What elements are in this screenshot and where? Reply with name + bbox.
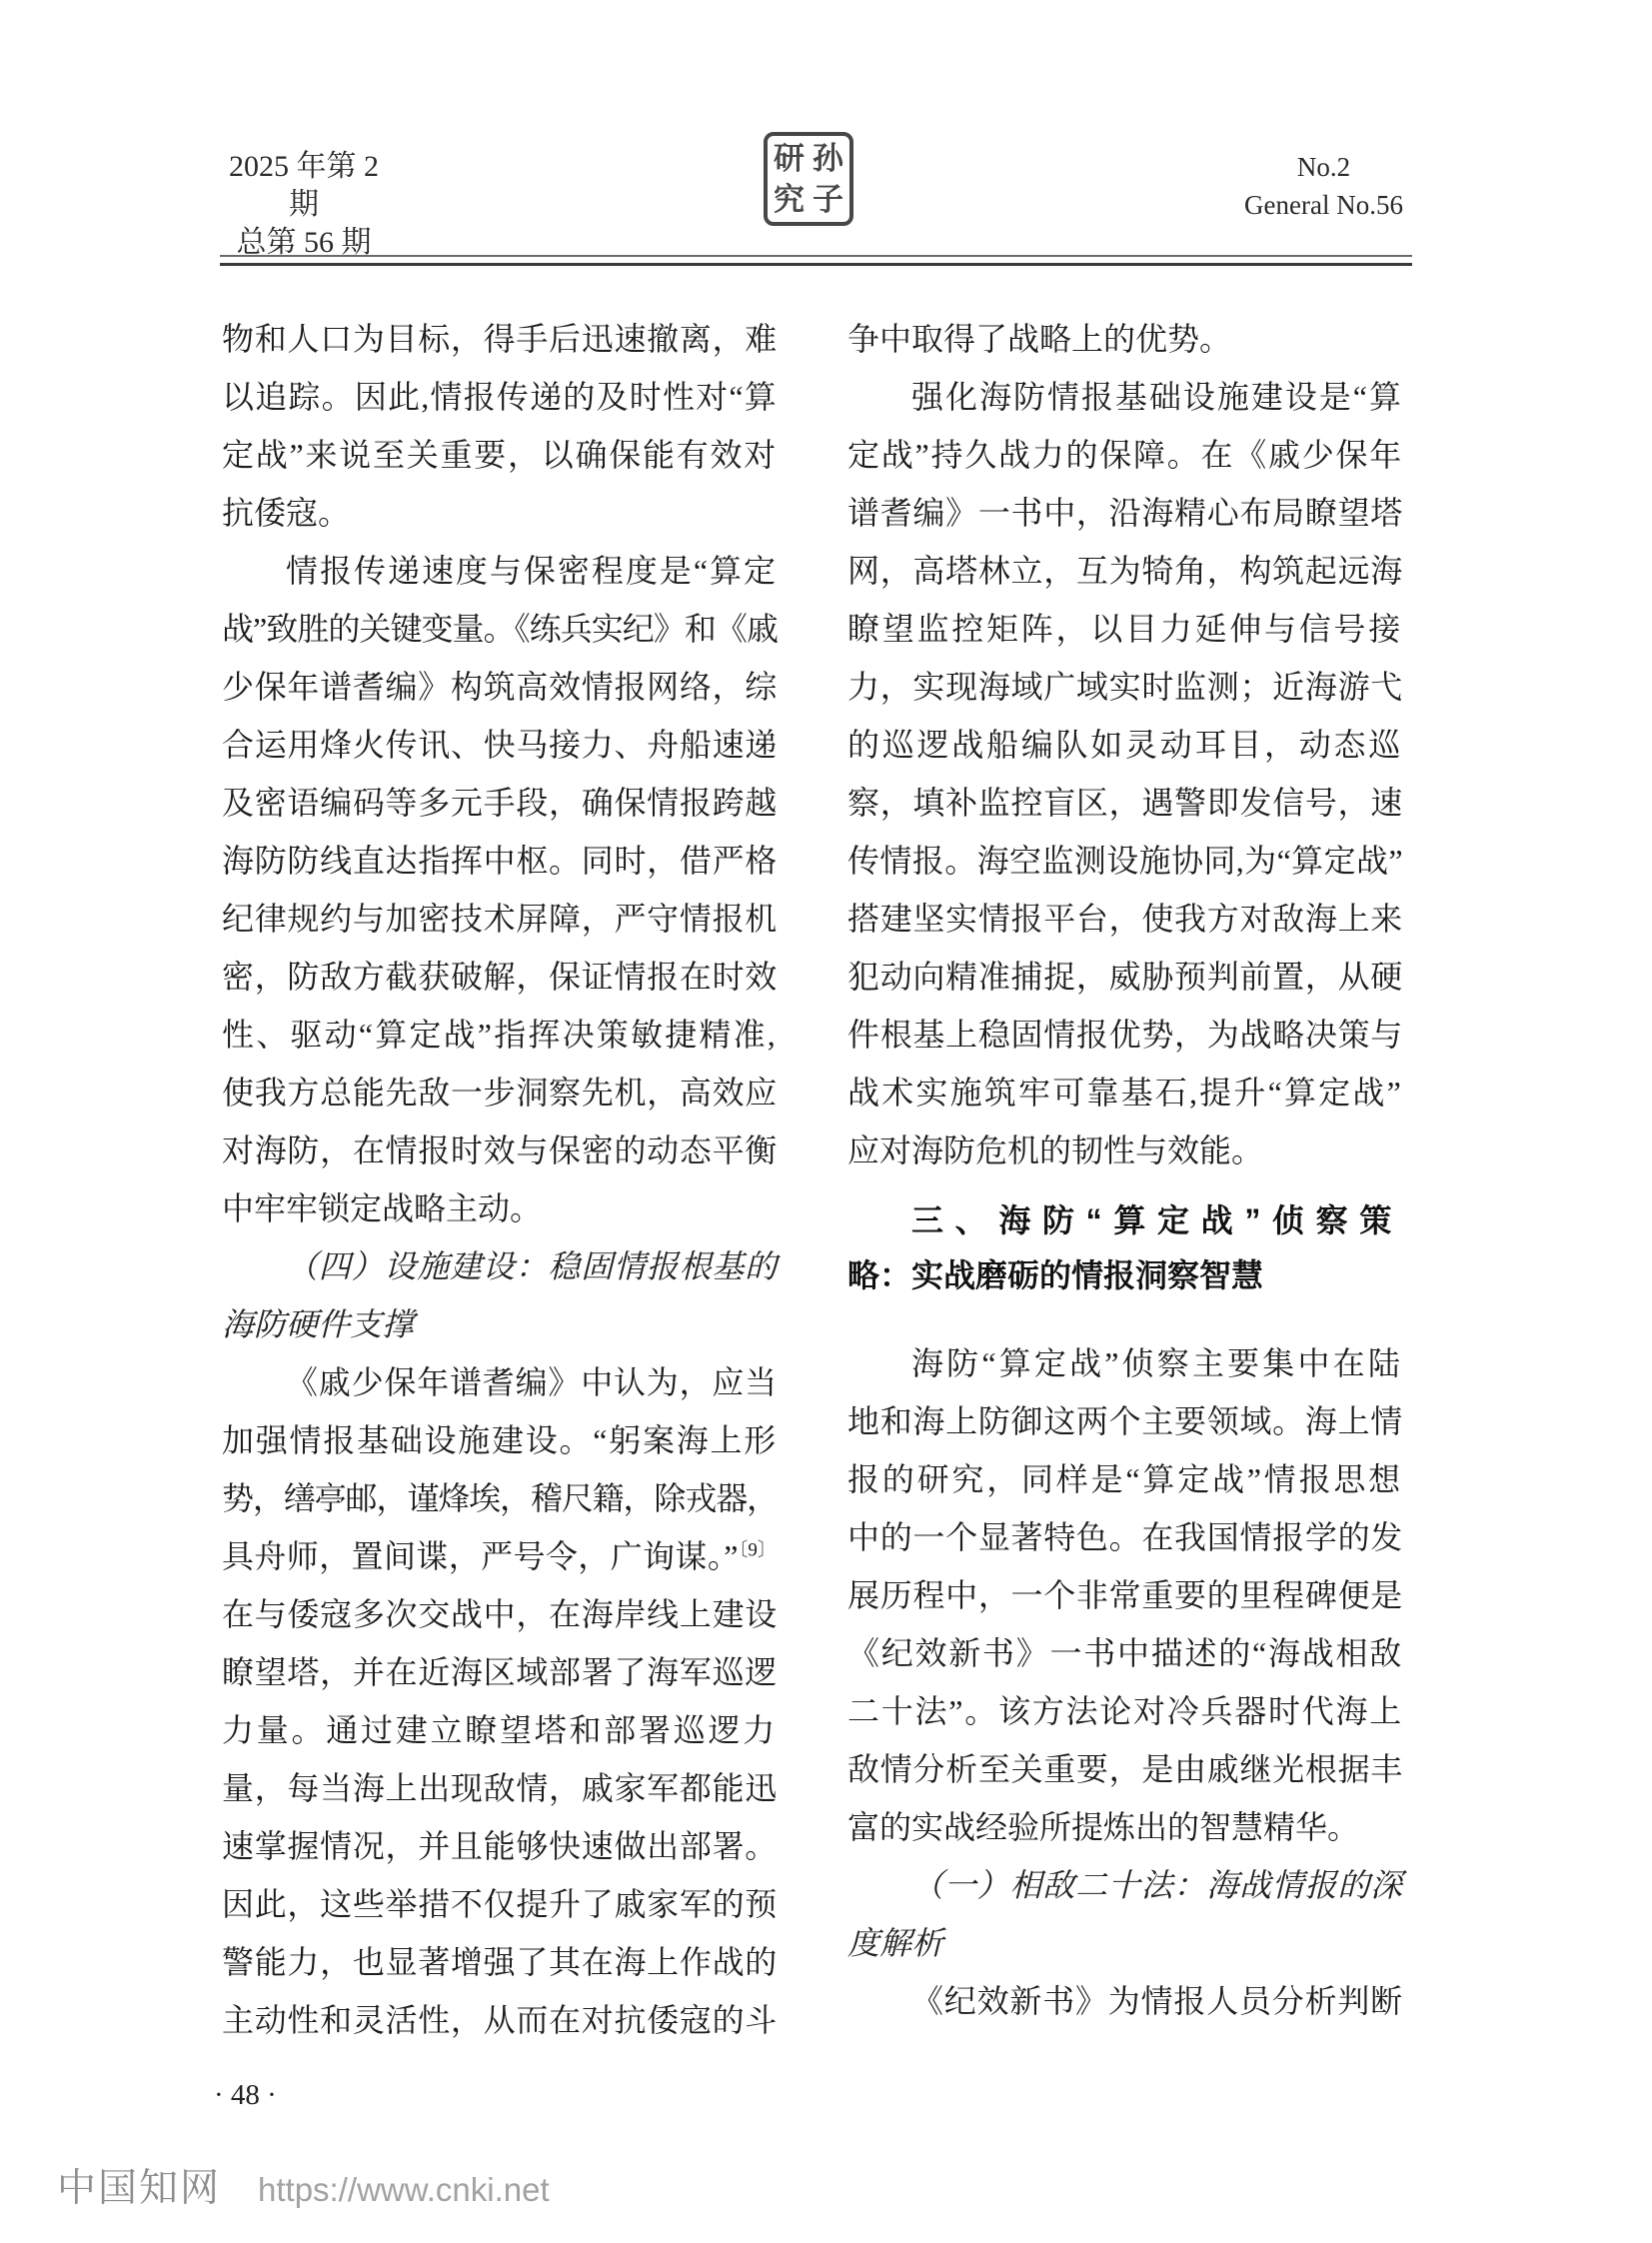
cnki-watermark (57, 2157, 550, 2213)
text-line: 海防防线直达指挥中枢。同时，借严格 (222, 843, 778, 879)
text-line: 犯动向精准捕捉，威胁预判前置，从硬 (847, 959, 1403, 995)
text-line: 主动性和灵活性，从而在对抗倭寇的斗 (222, 2002, 778, 2038)
text-line: 定战”来说至关重要，以确保能有效对 (222, 437, 778, 473)
text-line: 中牢牢锁定战略主动。 (222, 1190, 543, 1226)
text-line: 使我方总能先敌一步洞察先机，高效应 (222, 1075, 778, 1111)
text-line: 搭建坚实情报平台，使我方对敌海上来 (847, 901, 1403, 937)
text-line: 物和人口为目标，得手后迅速撤离，难 (222, 321, 778, 357)
seal-char: 孙 (813, 141, 843, 176)
text-line: 瞭望监控矩阵，以目力延伸与信号接 (847, 611, 1403, 647)
text-line: 速掌握情况，并且能够快速做出部署。 (222, 1828, 778, 1864)
text-line: 察，填补监控盲区，遇警即发信号，速 (847, 785, 1403, 821)
seal-char: 子 (813, 182, 843, 217)
text-line: （四）设施建设：稳固情报根基的 (286, 1248, 778, 1284)
text-line: 情报传递速度与保密程度是“算定 (286, 553, 778, 589)
header-double-rule (220, 255, 1412, 266)
text-line: 合运用烽火传讯、快马接力、舟船速递 (222, 727, 778, 763)
text-line: 地和海上防御这两个主要领域。海上情 (847, 1403, 1403, 1439)
text-line: 及密语编码等多元手段，确保情报跨越 (222, 785, 778, 821)
text-line: 谱耆编》一书中，沿海精心布局瞭望塔 (847, 495, 1403, 531)
text-line: 海防“算定战”侦察主要集中在陆 (911, 1345, 1403, 1381)
section-heading-line: 略：实战磨砺的情报洞察智慧 (847, 1257, 1264, 1293)
text-line: 密，防敌方截获破解，保证情报在时效 (222, 959, 778, 995)
text-line: 抗倭寇。 (222, 495, 351, 531)
text-line: 力量。通过建立瞭望塔和部署巡逻力 (222, 1712, 778, 1748)
text-line: 战术实施筑牢可靠基石,提升“算定战” (847, 1075, 1403, 1111)
text-line: 定战”持久战力的保障。在《戚少保年 (847, 437, 1403, 473)
text-line: 度解析 (847, 1925, 944, 1961)
text-line: 战”致胜的关键变量。《练兵实纪》和《戚 (222, 611, 778, 647)
text-line: （一）相敌二十法：海战情报的深 (911, 1867, 1403, 1903)
issue-general-en: General No.56 (1244, 190, 1403, 220)
text-line: 具舟师，置间谍，严号令，广询谋。”$^{〔9〕}$ (222, 1538, 777, 1574)
issue-no-en: No.2 (1296, 152, 1351, 182)
issue-year-line: 2025 年第 2 期 (229, 150, 379, 221)
footnote-ref: 〔9〕 (738, 1539, 777, 1561)
text-line: 《纪效新书》一书中描述的“海战相敌 (847, 1635, 1403, 1671)
text-line: 以追踪。因此,情报传递的及时性对“算 (222, 379, 778, 415)
text-line: 传情报。海空监测设施协同,为“算定战” (847, 843, 1403, 879)
text-line: 在与倭寇多次交战中，在海岸线上建设 (222, 1596, 778, 1632)
text-line: 富的实战经验所提炼出的智慧精华。 (847, 1809, 1360, 1845)
text-line: 报的研究，同样是“算定战”情报思想 (847, 1461, 1403, 1497)
text-line: 性、驱动“算定战”指挥决策敏捷精准, (222, 1017, 778, 1053)
text-line: 应对海防危机的韧性与效能。 (847, 1132, 1264, 1168)
page-number: · 48 · (214, 2079, 277, 2111)
text-line: 瞭望塔，并在近海区域部署了海军巡逻 (222, 1654, 778, 1690)
header-issue-en (1231, 148, 1416, 224)
text-line: 《纪效新书》为情报人员分析判断 (911, 1983, 1403, 2019)
cnki-url-text: https://www.cnki.net (258, 2171, 550, 2208)
seal-char: 研 (774, 141, 805, 176)
text-line: 争中取得了战略上的优势。 (847, 321, 1232, 357)
text-line: 《戚少保年谱耆编》中认为，应当 (286, 1364, 778, 1400)
text-line: 敌情分析至关重要，是由戚继光根据丰 (847, 1751, 1403, 1787)
text-line: 的巡逻战船编队如灵动耳目，动态巡 (847, 727, 1403, 763)
text-line: 对海防，在情报时效与保密的动态平衡 (222, 1132, 778, 1168)
seal-char: 究 (774, 182, 805, 217)
text-line: 少保年谱耆编》构筑高效情报网络，综 (222, 669, 778, 705)
text-line: 中的一个显著特色。在我国情报学的发 (847, 1519, 1403, 1555)
text-line: 二十法”。该方法论对冷兵器时代海上 (847, 1693, 1403, 1729)
text-line: 海防硬件支撑 (222, 1306, 415, 1342)
header-issue-cn (214, 148, 394, 262)
text-line: 强化海防情报基础设施建设是“算 (911, 379, 1403, 415)
text-line: 势，缮亭邮，谨烽埃，稽尺籍，除戎器， (222, 1480, 778, 1516)
journal-seal (764, 132, 853, 226)
cnki-brand-text: 中国知网 (57, 2167, 222, 2210)
issue-total-line: 总第 56 期 (236, 226, 372, 259)
column-right (847, 310, 1403, 2030)
text-line: 因此，这些举措不仅提升了戚家军的预 (222, 1886, 778, 1922)
text-line: 力，实现海域广域实时监测；近海游弋 (847, 669, 1403, 705)
text-line: 警能力，也显著增强了其在海上作战的 (222, 1944, 778, 1980)
section-heading-line: 三、海防“算定战”侦察策 (911, 1202, 1403, 1238)
text-line: 纪律规约与加密技术屏障，严守情报机 (222, 901, 778, 937)
text-line: 件根基上稳固情报优势，为战略决策与 (847, 1017, 1403, 1053)
text-line: 加强情报基础设施建设。“躬案海上形 (222, 1422, 778, 1458)
text-line: 展历程中，一个非常重要的里程碑便是 (847, 1577, 1403, 1613)
text-line: 网，高塔林立，互为犄角，构筑起远海 (847, 553, 1403, 589)
column-left (222, 310, 778, 2049)
text-line: 量，每当海上出现敌情，戚家军都能迅 (222, 1770, 778, 1806)
